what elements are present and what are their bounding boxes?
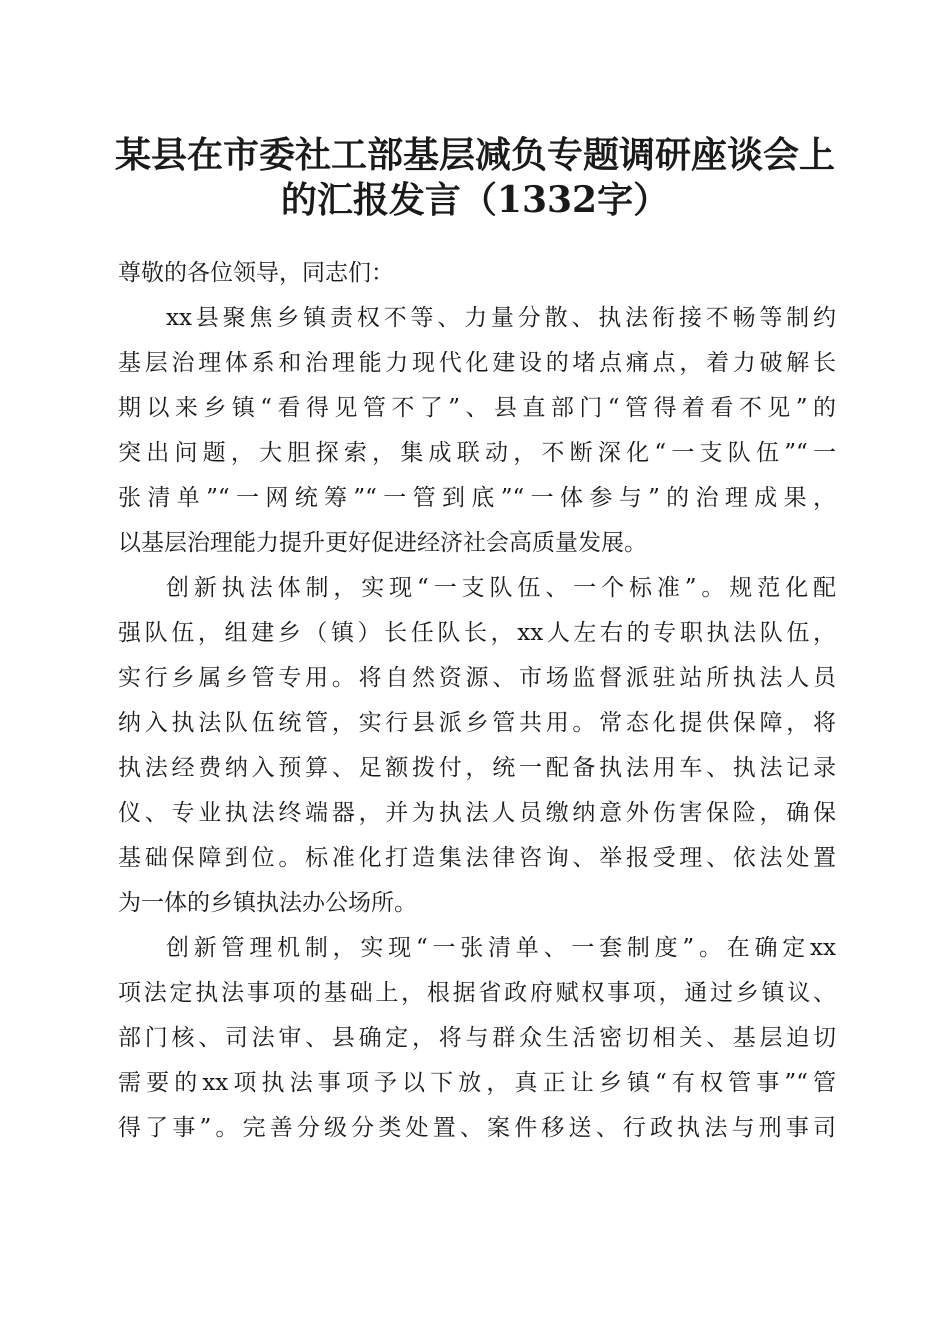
paragraph-line: 创新执法体制，实现“一支队伍、一个标准”。规范化配 xyxy=(166,575,836,601)
paragraph-line: 执法经费纳入预算、足额拨付，统一配备执法用车、执法记录 xyxy=(118,755,836,781)
greeting: 尊敬的各位领导，同志们： xyxy=(118,260,394,286)
title-line-2: 的汇报发言（1332字） xyxy=(280,179,670,221)
paragraph-line: 为一体的乡镇执法办公场所。 xyxy=(118,890,417,916)
paragraph-line: 基础保障到位。标准化打造集法律咨询、举报受理、依法处置 xyxy=(118,845,836,871)
paragraph-line: 创新管理机制，实现“一张清单、一套制度”。在确定xx xyxy=(166,935,836,961)
paragraph-line: 纳入执法队伍统管，实行县派乡管共用。常态化提供保障，将 xyxy=(118,710,836,736)
paragraph-1 xyxy=(118,296,836,566)
document-title xyxy=(100,133,850,223)
paragraph-line: 以基层治理能力提升更好促进经济社会高质量发展。 xyxy=(118,530,647,556)
title-line-1: 某县在市委社工部基层减负专题调研座谈会上 xyxy=(114,134,835,176)
paragraph-2 xyxy=(118,566,836,926)
paragraph-line: 仪、专业执法终端器，并为执法人员缴纳意外伤害保险，确保 xyxy=(118,800,836,826)
document-body xyxy=(118,250,836,1151)
paragraph-line: xx县聚焦乡镇责权不等、力量分散、执法衔接不畅等制约 xyxy=(166,305,836,331)
paragraph-line: 需要的xx项执法事项予以下放，真正让乡镇“有权管事”“管 xyxy=(118,1070,836,1096)
paragraph-line: 实行乡属乡管专用。将自然资源、市场监督派驻站所执法人员 xyxy=(118,665,836,691)
paragraph-line: 突出问题，大胆探索，集成联动，不断深化“一支队伍”“一 xyxy=(118,440,836,466)
paragraph-line: 张清单”“一网统筹”“一管到底”“一体参与”的治理成果， xyxy=(118,485,836,511)
paragraph-line: 项法定执法事项的基础上，根据省政府赋权事项，通过乡镇议、 xyxy=(118,980,836,1006)
paragraph-line: 期以来乡镇“看得见管不了”、县直部门“管得着看不见”的 xyxy=(118,395,836,421)
paragraph-line: 强队伍，组建乡（镇）长任队长，xx人左右的专职执法队伍， xyxy=(118,620,836,646)
paragraph-line: 得了事”。完善分级分类处置、案件移送、行政执法与刑事司 xyxy=(118,1115,836,1141)
paragraph-3 xyxy=(118,926,836,1151)
paragraph-line: 部门核、司法审、县确定，将与群众生活密切相关、基层迫切 xyxy=(118,1025,836,1051)
paragraph-line: 基层治理体系和治理能力现代化建设的堵点痛点，着力破解长 xyxy=(118,350,836,376)
